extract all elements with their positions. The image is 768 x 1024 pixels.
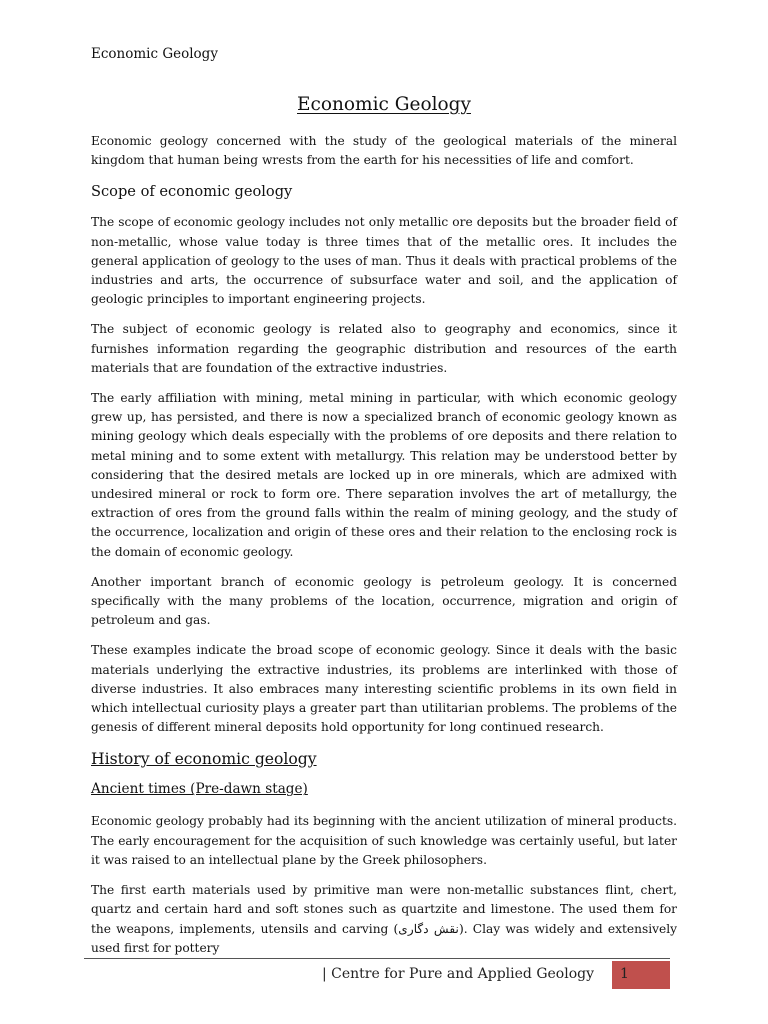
page-body: [91, 132, 677, 969]
running-header: Economic Geology: [91, 46, 218, 62]
scope-paragraph: The scope of economic geology includes not only metallic ore deposits but the broader field of non-metallic, whose value today is three times that of the metallic ores. It includes the general application of geology to the uses of man. Thus it deals with practical problems of the industries and arts, the occurrence of subsurface water and soil, and the application of geologic principles to important engineering projects.: [91, 215, 677, 307]
scope-paragraph: These examples indicate the broad scope of economic geology. Since it deals with the basic materials underlying the extractive industries, its problems are interlinked with those of diverse industries. It also embraces many interesting scientific problems in its own field in which intellectual curiosity plays a greater part than utilitarian problems. The problems of the genesis of different mineral deposits hold opportunity for long continued research.: [91, 643, 677, 735]
scope-paragraph: The subject of economic geology is related also to geography and economics, since it furnishes information regarding the geographic distribution and resources of the earth materials that are foundation of the extractive industries.: [91, 322, 677, 375]
history-text-after: ). Clay was widely and extensively used first for pottery: [91, 921, 677, 955]
history-paragraph: [91, 881, 677, 958]
history-text-before: The first earth materials used by primitive man were non-metallic substances flint, chert, quartz and certain hard and soft stones such as quartzite and limestone. The used them for the weapons, implements, utensils and carving (: [91, 883, 677, 936]
history-heading: History of economic geology: [91, 750, 317, 769]
scope-paragraph: The early affiliation with mining, metal mining in particular, with which economic geology grew up, has persisted, and there is now a specialized branch of economic geology known as mining geology which deals especially with the problems of ore deposits and there relation to metal mining and to some extent with metallurgy. This relation may be understood better by considering that the desired metals are locked up in ore minerals, which are admixed with undesired mineral or rock to form ore. There separation involves the art of metallurgy, the extraction of ores from the ground falls within the realm of mining geology, and the study of the occurrence, localization and origin of these ores and their relation to the enclosing rock is the domain of economic geology.: [91, 391, 677, 559]
arabic-term: نقش دگاری: [398, 921, 459, 936]
scope-heading: Scope of economic geology: [91, 183, 293, 201]
ancient-times-heading: Ancient times (Pre-dawn stage): [91, 781, 308, 798]
footer-divider: [84, 958, 670, 959]
footer-text: | Centre for Pure and Applied Geology: [322, 966, 594, 982]
page-number-box: [612, 961, 670, 989]
history-paragraph: Economic geology probably had its beginning with the ancient utilization of mineral products. The early encouragement for the acquisition of such knowledge was certainly useful, but later it was raised to an intellectual plane by the Greek philosophers.: [91, 814, 677, 867]
scope-paragraph: Another important branch of economic geology is petroleum geology. It is concerned specifically with the many problems of the location, occurrence, migration and origin of petroleum and gas.: [91, 574, 677, 628]
page-number: 1: [620, 966, 629, 982]
page-title: Economic Geology: [297, 94, 471, 115]
intro-paragraph: Economic geology concerned with the study of the geological materials of the mineral kingdom that human being wrests from the earth for his necessities of life and comfort.: [91, 134, 677, 168]
